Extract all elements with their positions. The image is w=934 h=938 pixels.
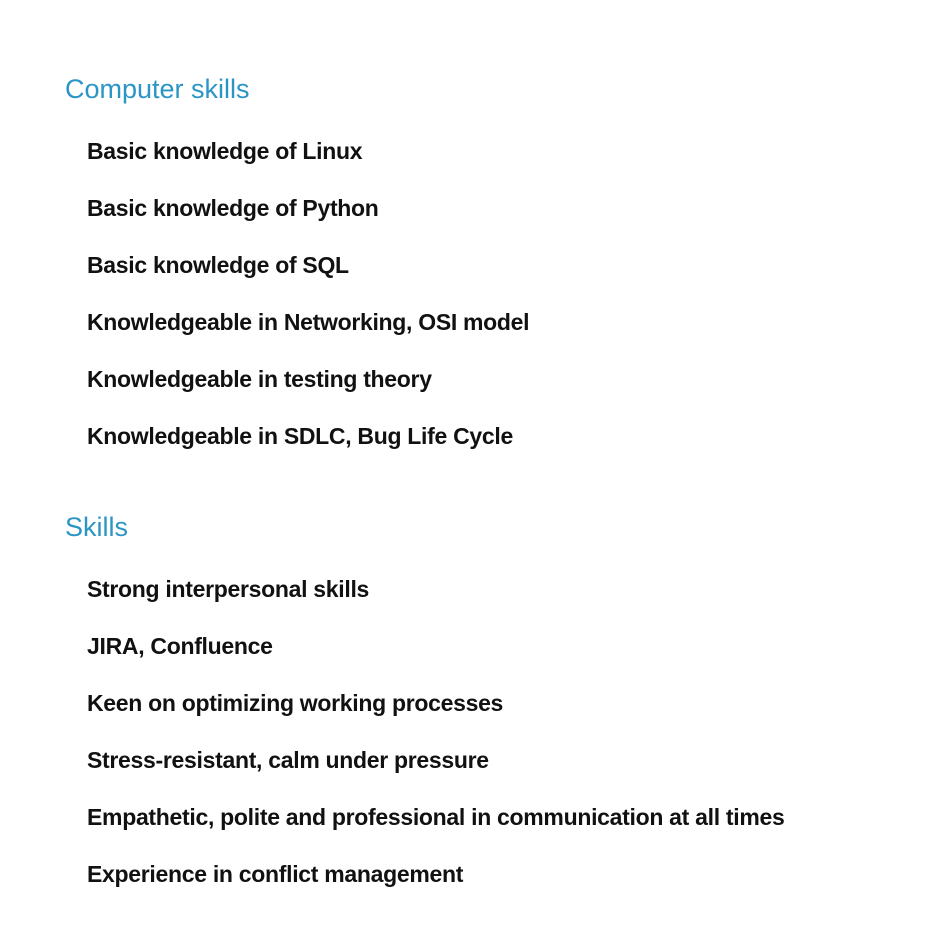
skill-item: JIRA, Confluence	[87, 633, 273, 659]
skill-item: Keen on optimizing working processes	[87, 690, 504, 716]
skills-section	[65, 510, 785, 887]
skills-list	[87, 574, 784, 916]
computer-skill-item: Knowledgeable in Networking, OSI model	[87, 309, 530, 335]
computer-skill-item: Basic knowledge of Linux	[87, 138, 363, 164]
computer-skill-item: Basic knowledge of SQL	[87, 252, 349, 278]
computer-skills-list	[87, 136, 529, 478]
skill-item: Stress-resistant, calm under pressure	[87, 747, 489, 773]
skills-heading: Skills	[65, 512, 129, 542]
computer-skill-item: Basic knowledge of Python	[87, 195, 379, 221]
computer-skill-item: Knowledgeable in SDLC, Bug Life Cycle	[87, 423, 513, 449]
computer-skills-heading: Computer skills	[65, 74, 250, 104]
skill-item: Empathetic, polite and professional in communication at all times	[87, 804, 785, 830]
skill-item: Experience in conflict management	[87, 861, 464, 887]
skill-item: Strong interpersonal skills	[87, 576, 370, 602]
computer-skills-section	[65, 72, 530, 449]
computer-skill-item: Knowledgeable in testing theory	[87, 366, 432, 392]
